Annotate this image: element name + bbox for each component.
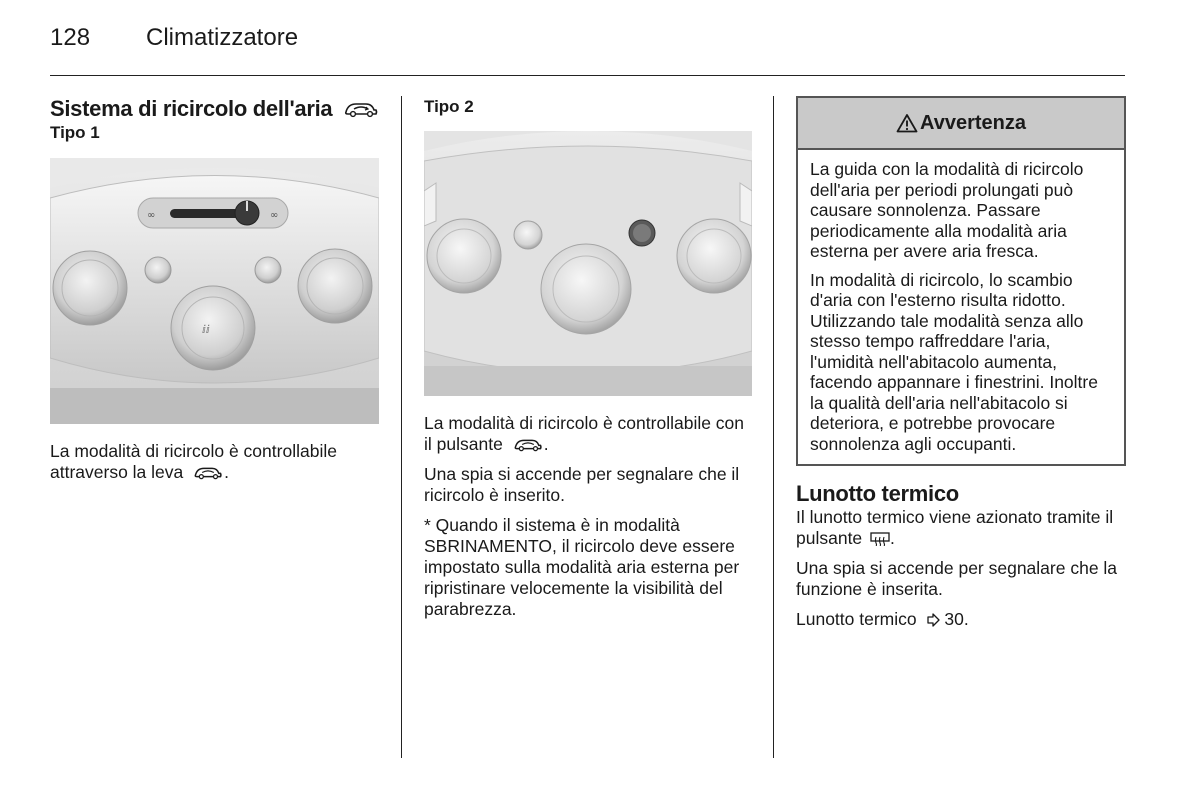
photo-climate-panel-type1 bbox=[50, 158, 379, 424]
paragraph-rear-window-button: Il lunotto termico viene azionato tramite il pulsante . bbox=[796, 507, 1114, 548]
warning-body bbox=[798, 150, 1124, 464]
warning-title: Avvertenza bbox=[920, 111, 1026, 134]
page-number: 128 bbox=[50, 24, 91, 51]
column-divider-right bbox=[773, 96, 774, 758]
climate-control-panel-type2-illustration bbox=[424, 131, 752, 396]
page-reference-arrow-icon bbox=[926, 613, 940, 627]
paragraph-rear-window-reference bbox=[796, 609, 1126, 630]
air-recirculation-icon bbox=[512, 437, 544, 452]
svg-text:ⅈⅈ: ⅈⅈ bbox=[202, 323, 210, 336]
subheading-type2: Tipo 2 bbox=[424, 97, 474, 116]
section-title-text: Sistema di ricircolo dell'aria bbox=[50, 96, 333, 121]
paragraph-indicator: Una spia si accende per segnalare che il ricircolo è inserito. bbox=[424, 464, 740, 505]
photo-climate-panel-type2 bbox=[424, 131, 752, 396]
air-recirculation-icon bbox=[192, 465, 224, 480]
paragraph-rear-window-text: Il lunotto termico viene azionato tramite il pulsante bbox=[796, 507, 1114, 548]
paragraph-button-text: La modalità di ricircolo è controllabile con il pulsante bbox=[424, 413, 745, 454]
paragraph-lever: La modalità di ricircolo è controllabile attraverso la leva . bbox=[50, 441, 337, 482]
column-recirculation-type1 bbox=[50, 96, 380, 492]
section-title-rear-window: Lunotto termico bbox=[796, 481, 959, 506]
reference-text: Lunotto termico bbox=[796, 609, 917, 629]
warning-triangle-icon bbox=[896, 113, 918, 133]
paragraph-rear-window-indicator: Una spia si accende per segnalare che la funzione è inserita. bbox=[796, 558, 1118, 599]
paragraph-lever-text: La modalità di ricircolo è controllabile attraverso la leva bbox=[50, 441, 337, 482]
rear-window-heater-icon bbox=[870, 532, 890, 546]
warning-paragraph-2: In modalità di ricircolo, lo scambio d'aria con l'esterno risulta ridotto. Utilizzando tale modalità senza allo stesso tempo raffreddare l'aria, l'umidità nell'abitacolo aumenta, facendo appannare i finestrini. Inoltre la qualità dell'aria nell'abitacolo si deteriora, e potrebbe provocare sonnolenza agli occupanti. bbox=[810, 269, 1098, 454]
header-divider bbox=[50, 75, 1125, 76]
svg-text:∞: ∞ bbox=[147, 210, 156, 221]
warning-paragraph-1: La guida con la modalità di ricircolo dell'aria per periodi prolungati può causare sonnolenza. Passare periodicamente alla modalità aria esterna per avere aria fresca. bbox=[810, 159, 1084, 261]
warning-header bbox=[798, 98, 1124, 150]
subheading-type1: Tipo 1 bbox=[50, 123, 100, 142]
air-recirculation-icon bbox=[342, 100, 380, 118]
svg-text:∞: ∞ bbox=[270, 210, 279, 221]
column-recirculation-type2 bbox=[424, 96, 752, 629]
column-divider-left bbox=[401, 96, 402, 758]
column-warning-rear-window bbox=[796, 96, 1126, 639]
page-reference-number[interactable]: 30. bbox=[944, 609, 969, 629]
paragraph-defrost-note: * Quando il sistema è in modalità SBRINAMENTO, il ricircolo deve essere impostato sulla modalità aria esterna per ripristinare velocemente la visibilità del parabrezza. bbox=[424, 515, 740, 619]
paragraph-button: La modalità di ricircolo è controllabile con il pulsante . bbox=[424, 413, 745, 454]
section-title-recirculation bbox=[50, 96, 380, 122]
climate-control-panel-type1-illustration bbox=[50, 158, 379, 424]
warning-box bbox=[796, 96, 1126, 466]
page-title: Climatizzatore bbox=[146, 24, 299, 51]
